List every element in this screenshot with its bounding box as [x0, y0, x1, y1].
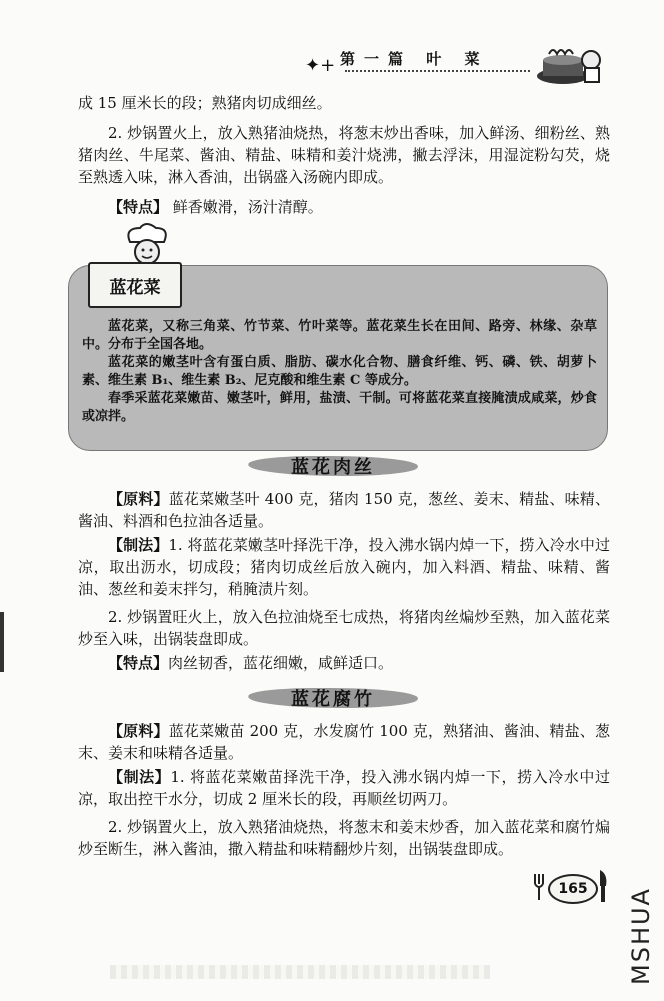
- recipe2-title: 蓝花腐竹: [291, 689, 375, 710]
- feature-tag: 【特点】: [108, 198, 169, 216]
- top-step-2: 2. 炒锅置火上，放入熟猪油烧热，将葱末炒出香味，加入鲜汤、细粉丝、熟猪肉丝、牛尾菜、酱油、精盐、味精和姜汁烧沸，撇去浮沫，用湿淀粉勾芡，烧至熟透入味，淋入香油，出锅盛入汤碗内即成。: [78, 124, 610, 186]
- box-paragraph-2: 蓝花菜的嫩茎叶含有蛋白质、脂肪、碳水化合物、膳食纤维、钙、磷、铁、胡萝卜素、维生素 B₁、维生素 B₂、尼克酸和维生素 C 等成分。: [82, 355, 597, 388]
- watermark: MSHUA: [627, 887, 655, 985]
- ingredients-text: 蓝花菜嫩苗 200 克，水发腐竹 100 克，熟猪油、酱油、精盐、葱末、姜末和味精各适量。: [78, 722, 610, 762]
- feature-text: 肉丝韧香，蓝花细嫩，咸鲜适口。: [168, 654, 394, 672]
- knife-icon: [596, 868, 610, 904]
- method-step-1: 1. 将蓝花菜嫩苗择洗干净，投入沸水锅内焯一下，捞入冷水中过凉，取出控干水分，切成 2 厘米长的段，再顺丝切两刀。: [78, 768, 610, 808]
- continued-line: 成 15 厘米长的段；熟猪肉切成细丝。: [78, 94, 332, 112]
- recipe1-feature: [78, 652, 610, 674]
- box-label: 蓝花菜: [88, 262, 182, 308]
- box-paragraph-1: 蓝花菜，又称三角菜、竹节菜、竹叶菜等。蓝花菜生长在田间、路旁、林缘、杂草中。分布于全国各地。: [82, 319, 597, 352]
- scan-margin-mark: [0, 612, 4, 672]
- page-number: 165: [548, 874, 598, 904]
- box-paragraph-3: 春季采蓝花菜嫩苗、嫩茎叶，鲜用，盐渍、干制。可将蓝花菜直接腌渍成咸菜，炒食或凉拌。: [82, 391, 597, 424]
- recipe1-method: [78, 534, 610, 600]
- feature-text: 鲜香嫩滑，汤汁清醇。: [172, 198, 323, 216]
- method-step-1: 1. 将蓝花菜嫩茎叶择洗干净，投入沸水锅内焯一下，捞入冷水中过凉，取出沥水，切成段；猪肉切成丝后放入碗内，加入料酒、精盐、味精、酱油、葱丝和姜末拌匀，稍腌渍片刻。: [78, 536, 610, 598]
- header-star-ornament: ✦+: [305, 55, 336, 76]
- recipe1-title: 蓝花肉丝: [291, 457, 375, 478]
- feature-tag: 【特点】: [108, 654, 169, 672]
- fork-icon: [533, 872, 545, 902]
- recipe2-title-banner: [248, 684, 418, 712]
- ingredients-tag: 【原料】: [108, 490, 169, 508]
- recipe1-ingredients: [78, 488, 610, 532]
- scan-artifact: [110, 965, 490, 979]
- recipe1-step-2: 2. 炒锅置旺火上，放入色拉油烧至七成热，将猪肉丝煸炒至熟，加入蓝花菜炒至入味，出锅装盘即成。: [78, 608, 610, 648]
- recipe1-title-banner: [248, 452, 418, 480]
- chef-pot-icon: [535, 38, 605, 88]
- header-dotted-rule: [345, 70, 530, 72]
- method-tag: 【制法】: [108, 536, 169, 554]
- top-feature: [78, 196, 610, 218]
- ingredients-text: 蓝花菜嫩茎叶 400 克，猪肉 150 克，葱丝、姜末、精盐、味精、酱油、料酒和色拉油各适量。: [78, 490, 610, 530]
- recipe2-step-2: 2. 炒锅置火上，放入熟猪油烧热，将葱末和姜末炒香，加入蓝花菜和腐竹煸炒至断生，淋入酱油，撒入精盐和味精翻炒片刻，出锅装盘即成。: [78, 818, 610, 858]
- recipe2-method: [78, 766, 610, 810]
- chapter-title: 第一篇 叶 菜: [340, 50, 489, 68]
- method-tag: 【制法】: [108, 768, 171, 786]
- ingredients-tag: 【原料】: [108, 722, 169, 740]
- recipe2-ingredients: [78, 720, 610, 764]
